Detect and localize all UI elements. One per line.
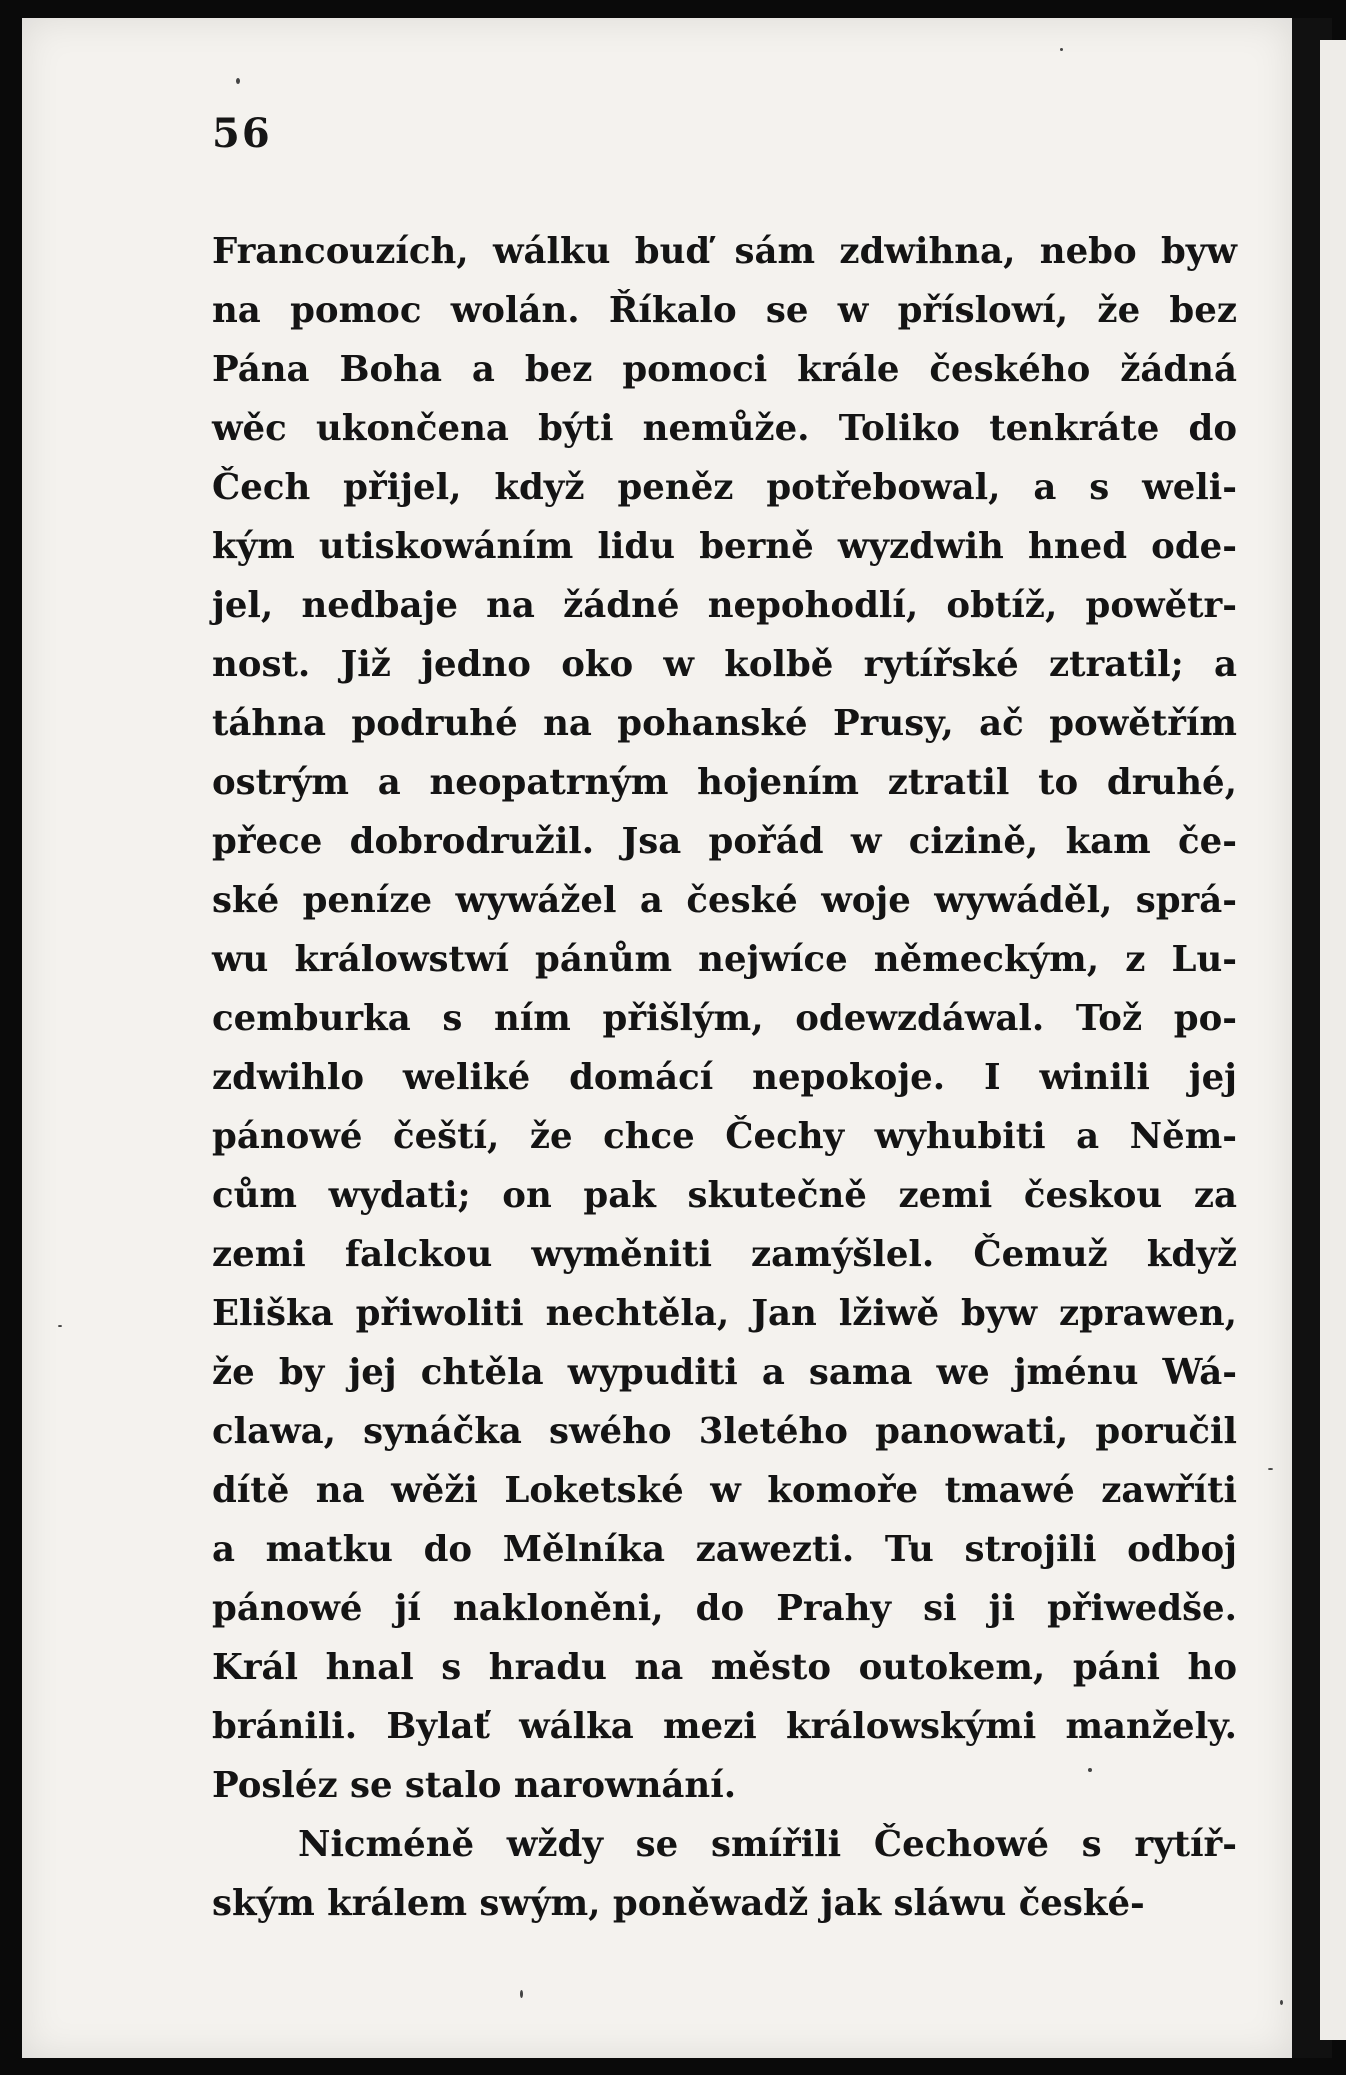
text-line: že by jej chtěla wypuditi a sama we jménu Wá-: [212, 1352, 1237, 1393]
text-line: bránili. Bylať wálka mezi králowskými manžely.: [212, 1706, 1237, 1747]
page-number: 56: [212, 110, 272, 157]
scan-speck: [1280, 2000, 1283, 2005]
text-line: Eliška přiwoliti nechtěla, Jan lžiwě byw zprawen,: [212, 1293, 1237, 1334]
text-line: Posléz se stalo narownání.: [212, 1765, 737, 1806]
text-line: cemburka s ním přišlým, odewzdáwal. Tož po-: [212, 998, 1237, 1039]
page-body-text: [212, 222, 1237, 1933]
text-line: wěc ukončena býti nemůže. Toliko tenkráte do: [212, 408, 1237, 449]
text-line: clawa, synáčka swého 3letého panowati, poručil: [212, 1411, 1237, 1452]
text-line: jel, nedbaje na žádné nepohodlí, obtíž, powětr-: [212, 585, 1237, 626]
text-line: kým utiskowáním lidu berně wyzdwih hned ode-: [212, 526, 1237, 567]
next-page-edge: [1320, 40, 1346, 2040]
text-line: Král hnal s hradu na město outokem, páni ho: [212, 1647, 1237, 1688]
text-line: pánowé čeští, že chce Čechy wyhubiti a Něm-: [212, 1116, 1237, 1157]
text-line: na pomoc wolán. Říkalo se w příslowí, že bez: [212, 290, 1237, 331]
text-line: přece dobrodružil. Jsa pořád w cizině, kam če-: [212, 821, 1237, 862]
scan-speck: [236, 78, 240, 84]
scan-speck: [1268, 1468, 1273, 1470]
text-line: pánowé jí nakloněni, do Prahy si ji přiwedše.: [212, 1588, 1237, 1629]
scan-speck: [1060, 48, 1063, 51]
text-line: nost. Již jedno oko w kolbě rytířské ztratil; a: [212, 644, 1237, 685]
scan-speck: [520, 1990, 523, 1998]
text-line: cům wydati; on pak skutečně zemi českou za: [212, 1175, 1237, 1216]
scan-speck: [1088, 1768, 1092, 1772]
text-line: zemi falckou wyměniti zamýšlel. Čemuž když: [212, 1234, 1237, 1275]
text-line: ostrým a neopatrným hojením ztratil to druhé,: [212, 762, 1237, 803]
text-line: táhna podruhé na pohanské Prusy, ač powětřím: [212, 703, 1237, 744]
text-line: Pána Boha a bez pomoci krále českého žádná: [212, 349, 1237, 390]
scan-speck: [58, 1325, 62, 1327]
text-line: dítě na wěži Loketské w komoře tmawé zawříti: [212, 1470, 1237, 1511]
text-line: Čech přijel, když peněz potřebowal, a s weli-: [212, 467, 1237, 508]
text-line: ským králem swým, poněwadž jak sláwu české-: [212, 1883, 1145, 1924]
text-line: a matku do Mělníka zawezti. Tu strojili odboj: [212, 1529, 1237, 1570]
text-line: Francouzích, wálku buď sám zdwihna, nebo byw: [212, 231, 1237, 272]
text-line: wu králowstwí pánům nejwíce německým, z Lu-: [212, 939, 1237, 980]
text-line: zdwihlo weliké domácí nepokoje. I winili jej: [212, 1057, 1237, 1098]
paragraph-first-line: Nicméně wždy se smířili Čechowé s rytíř-: [298, 1824, 1237, 1865]
text-line: ské peníze wywážel a české woje wywáděl, sprá-: [212, 880, 1237, 921]
